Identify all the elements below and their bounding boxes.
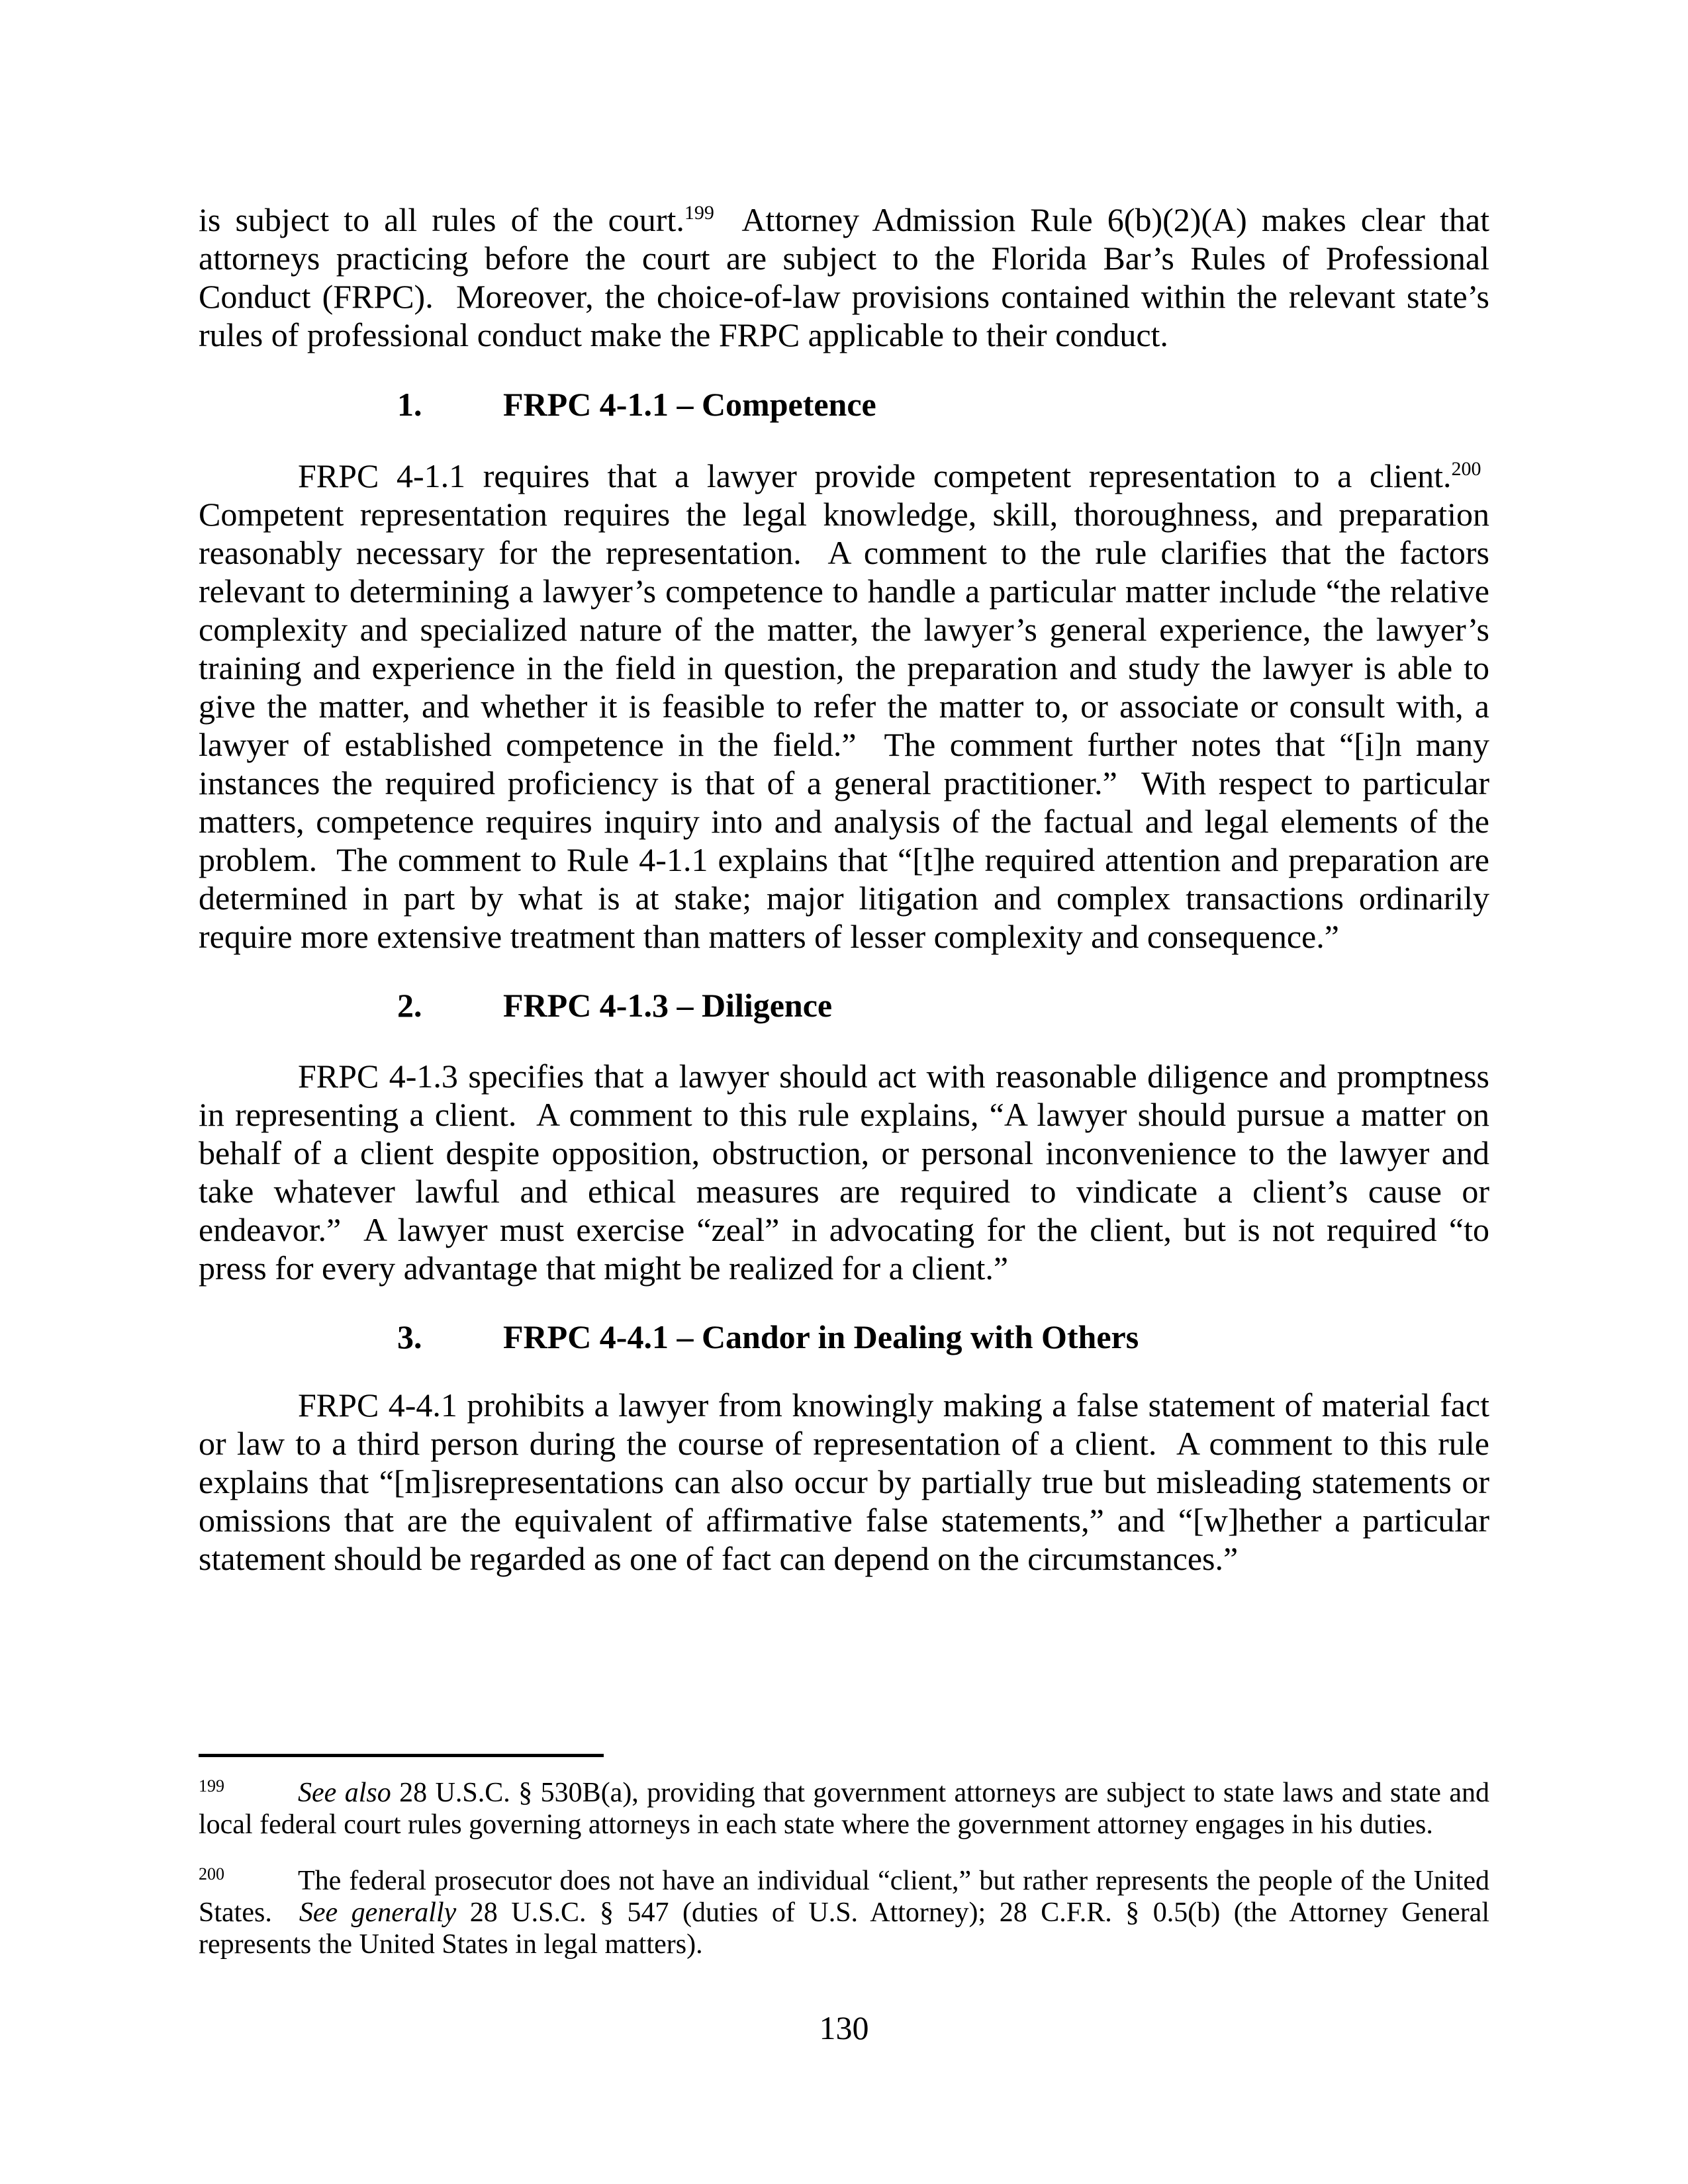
paragraph-intro: is subject to all rules of the court.$^{199}$ Attorney Admission Rule 6(b)(2)(A) makes clear that attorneys practicing before the court are subject to the Florida Bar’s Rules of Professional Conduct (FRPC). Moreover, the choice-of-law provisions contained within the relevant state’s rules of professional conduct make the FRPC applicable to their conduct. [199,201,1489,353]
footnote-text: The federal prosecutor does not have an individual “client,” but rather represents the people of the United States. See generally 28 U.S.C. § 547 (duties of U.S. Attorney); 28 C.F.R. § 0.5(b) (the Attorney General represents the United States in legal matters). [199,1866,1489,1960]
footnote-reference: 200 [1451,458,1481,480]
footnote-200 [199,1865,1489,1960]
paragraph-candor: FRPC 4-4.1 prohibits a lawyer from knowingly making a false statement of material fact or law to a third person during the course of representation of a client. A comment to this rule explains that “[m]isrepresentations can also occur by partially true but misleading statements or omissions that are the equivalent of affirmative false statements,” and “[w]hether a particular statement should be regarded as one of fact can depend on the circumstances.” [199,1387,1489,1577]
heading-number: 2. [397,987,422,1024]
footnote-separator-rule [199,1754,604,1757]
heading-number: 3. [397,1318,422,1355]
footnote-number [199,1777,298,1809]
footnote-reference: 199 [684,202,714,224]
paragraph-competence: FRPC 4-1.1 requires that a lawyer provide competent representation to a client.$^{200}$ Competent representation requires the legal knowledge, skill, thoroughness, and preparation reasonably necessary for the representation. A comment to the rule clarifies that the factors relevant to determining a lawyer’s competence to handle a particular matter include “the relative complexity and specialized nature of the matter, the lawyer’s general experience, the lawyer’s training and experience in the field in question, the preparation and study the lawyer is able to give the matter, and whether it is feasible to refer the matter to, or associate or consult with, a lawyer of established competence in the field.” The comment further notes that “[i]n many instances the required proficiency is that of a general practitioner.” With respect to particular matters, competence requires inquiry into and analysis of the factual and legal elements of the problem. The comment to Rule 4-1.1 explains that “[t]he required attention and preparation are determined in part by what is at stake; major litigation and complex transactions ordinarily require more extensive treatment than matters of lesser complexity and consequence.” [199,457,1489,955]
heading-title: FRPC 4-4.1 – Candor in Dealing with Others [503,1318,1139,1355]
heading-title: FRPC 4-1.1 – Competence [503,386,876,423]
heading-competence [397,385,876,424]
paragraph-diligence: FRPC 4-1.3 specifies that a lawyer should act with reasonable diligence and promptness in representing a client. A comment to this rule explains, “A lawyer should pursue a matter on behalf of a client despite opposition, obstruction, or personal inconvenience to the lawyer and take whatever lawful and ethical measures are required to vindicate a client’s cause or endeavor.” A lawyer must exercise “zeal” in advocating for the client, but is not required “to press for every advantage that might be realized for a client.” [199,1058,1489,1287]
heading-title: FRPC 4-1.3 – Diligence [503,987,833,1024]
heading-candor [397,1318,1139,1356]
heading-diligence [397,986,832,1024]
italic-citation: See also [298,1778,391,1808]
footnote-number [199,1865,298,1897]
footnote-number-200: 200 [199,1864,224,1884]
footnote-199 [199,1777,1489,1841]
footnote-number-199: 199 [199,1776,224,1796]
page-number: 130 [819,2009,869,2046]
footnote-text: See also 28 U.S.C. § 530B(a), providing that government attorneys are subject to state laws and state and local federal court rules governing attorneys in each state where the government attorney engages in his duties. [199,1778,1489,1840]
heading-number: 1. [397,386,422,423]
italic-citation: See generally [299,1897,457,1928]
